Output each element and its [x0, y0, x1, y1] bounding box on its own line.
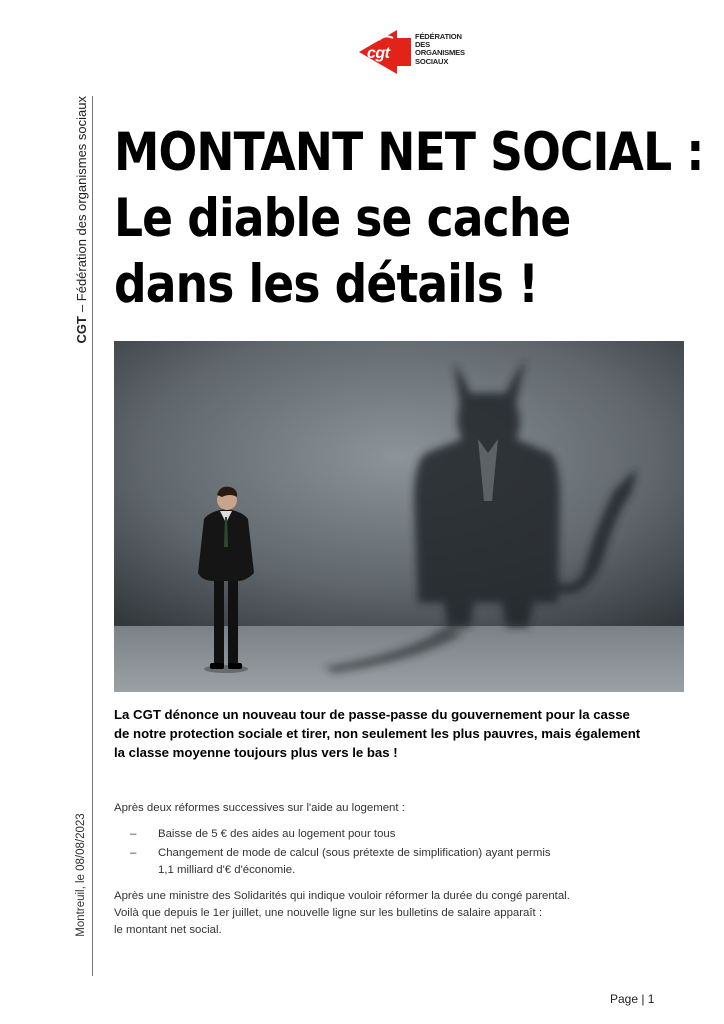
lead-paragraph — [114, 705, 686, 762]
bullet-dash-icon: – — [130, 847, 137, 859]
body-line: Après une ministre des Solidarités qui indique vouloir réformer la durée du congé parental. — [114, 890, 570, 902]
title-line: Le diable se cache — [114, 188, 571, 249]
page-title — [114, 120, 704, 318]
lead-line: de notre protection sociale et tirer, non seulement les plus pauvres, mais également — [114, 726, 641, 741]
side-date-text: Montreuil, le 08/08/2023 — [75, 813, 87, 937]
logo-mark-text: cgt — [367, 45, 390, 62]
logo-org-line: FÉDÉRATION — [415, 32, 462, 41]
body-text — [114, 800, 686, 939]
body-paragraph — [114, 888, 686, 939]
title-line: MONTANT NET SOCIAL : — [114, 122, 704, 183]
side-org-bold: CGT — [73, 316, 89, 344]
body-line: Voilà que depuis le 1er juillet, une nouvelle ligne sur les bulletins de salaire apparaît : — [114, 907, 543, 919]
hero-image — [114, 341, 684, 692]
lead-line: La CGT dénonce un nouveau tour de passe-passe du gouvernement pour la casse — [114, 707, 630, 722]
logo-org-line: SOCIAUX — [415, 56, 449, 66]
body-intro: Après deux réformes successives sur l'aide au logement : — [114, 802, 405, 814]
logo-org-line: DES — [415, 40, 431, 50]
lead-line: la classe moyenne toujours plus vers le bas ! — [114, 745, 398, 760]
bullet-list — [114, 826, 686, 879]
bullet-text: Baisse de 5 € des aides au logement pour tous — [158, 828, 396, 840]
devil-shadow-illustration — [114, 341, 684, 692]
list-item — [114, 826, 686, 843]
page-number: Page | 1 — [610, 992, 655, 1006]
logo-org-name — [415, 33, 465, 66]
list-item — [114, 845, 686, 879]
side-org-rest: – Fédération des organismes sociaux — [73, 96, 89, 313]
bullet-text-cont: 1,1 milliard d'€ d'économie. — [158, 864, 296, 876]
side-date — [66, 790, 96, 960]
cgt-logo — [357, 28, 465, 76]
title-line: dans les détails ! — [114, 254, 539, 315]
bullet-dash-icon: – — [130, 828, 137, 840]
bullet-text: Changement de mode de calcul (sous prétexte de simplification) ayant permis — [158, 847, 551, 859]
body-line: le montant net social. — [114, 924, 222, 936]
logo-org-line: ORGANISMES — [415, 48, 465, 58]
